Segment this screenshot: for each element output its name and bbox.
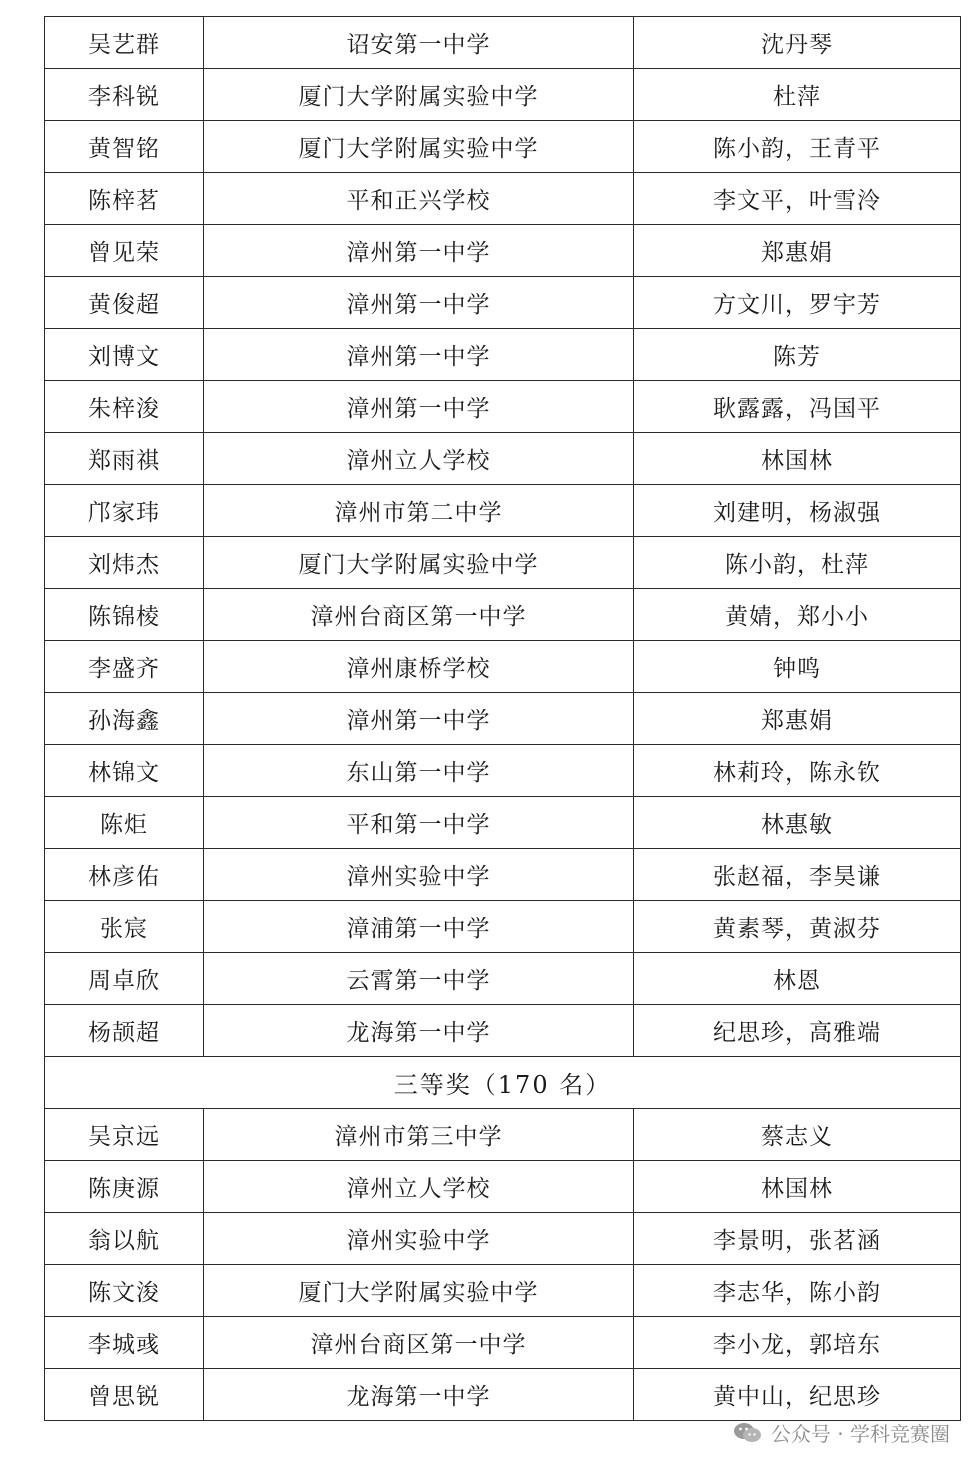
section-header-row [45, 1057, 961, 1109]
school-cell: 漳州市第三中学 [204, 1109, 634, 1161]
watermark-text: 公众号 · 学科竞赛圈 [770, 1422, 950, 1446]
teacher-cell: 陈小韵，杜萍 [634, 537, 961, 589]
teacher-cell: 李景明，张茗涵 [634, 1213, 961, 1265]
school-cell: 漳州第一中学 [204, 225, 634, 277]
table-row [45, 1005, 961, 1057]
table-row [45, 1369, 961, 1421]
school-cell: 漳州第一中学 [204, 693, 634, 745]
teacher-cell: 刘建明，杨淑强 [634, 485, 961, 537]
table-row [45, 537, 961, 589]
teacher-cell: 郑惠娟 [634, 693, 961, 745]
award-table-body-bottom [45, 1109, 961, 1421]
student-name-cell: 吴艺群 [45, 17, 204, 69]
table-row [45, 69, 961, 121]
table-row [45, 329, 961, 381]
student-name-cell: 郑雨祺 [45, 433, 204, 485]
table-row [45, 797, 961, 849]
teacher-cell: 蔡志义 [634, 1109, 961, 1161]
student-name-cell: 李科锐 [45, 69, 204, 121]
student-name-cell: 刘炜杰 [45, 537, 204, 589]
teacher-cell: 杜萍 [634, 69, 961, 121]
student-name-cell: 朱梓浚 [45, 381, 204, 433]
table-row [45, 433, 961, 485]
student-name-cell: 陈锦棱 [45, 589, 204, 641]
teacher-cell: 黄中山，纪思珍 [634, 1369, 961, 1421]
student-name-cell: 黄智铭 [45, 121, 204, 173]
school-cell: 漳州立人学校 [204, 433, 634, 485]
student-name-cell: 刘博文 [45, 329, 204, 381]
teacher-cell: 黄婧，郑小小 [634, 589, 961, 641]
award-table-container [44, 16, 960, 1421]
student-name-cell: 吴京远 [45, 1109, 204, 1161]
teacher-cell: 黄素琴，黄淑芬 [634, 901, 961, 953]
teacher-cell: 郑惠娟 [634, 225, 961, 277]
school-cell: 漳州立人学校 [204, 1161, 634, 1213]
school-cell: 平和第一中学 [204, 797, 634, 849]
teacher-cell: 林国林 [634, 1161, 961, 1213]
teacher-cell: 方文川，罗宇芳 [634, 277, 961, 329]
table-row [45, 485, 961, 537]
student-name-cell: 陈梓茗 [45, 173, 204, 225]
student-name-cell: 邝家玮 [45, 485, 204, 537]
table-row [45, 225, 961, 277]
student-name-cell: 孙海鑫 [45, 693, 204, 745]
student-name-cell: 黄俊超 [45, 277, 204, 329]
teacher-cell: 沈丹琴 [634, 17, 961, 69]
student-name-cell: 林彦佑 [45, 849, 204, 901]
table-row [45, 745, 961, 797]
school-cell: 漳浦第一中学 [204, 901, 634, 953]
teacher-cell: 陈小韵，王青平 [634, 121, 961, 173]
student-name-cell: 翁以航 [45, 1213, 204, 1265]
teacher-cell: 林莉玲，陈永钦 [634, 745, 961, 797]
student-name-cell: 曾思锐 [45, 1369, 204, 1421]
table-row [45, 693, 961, 745]
school-cell: 厦门大学附属实验中学 [204, 537, 634, 589]
student-name-cell: 杨颉超 [45, 1005, 204, 1057]
school-cell: 厦门大学附属实验中学 [204, 1265, 634, 1317]
school-cell: 漳州实验中学 [204, 1213, 634, 1265]
school-cell: 龙海第一中学 [204, 1005, 634, 1057]
school-cell: 平和正兴学校 [204, 173, 634, 225]
watermark [733, 1418, 950, 1447]
table-row [45, 901, 961, 953]
teacher-cell: 钟鸣 [634, 641, 961, 693]
teacher-cell: 林惠敏 [634, 797, 961, 849]
table-row [45, 1161, 961, 1213]
teacher-cell: 林恩 [634, 953, 961, 1005]
school-cell: 漳州第一中学 [204, 381, 634, 433]
school-cell: 东山第一中学 [204, 745, 634, 797]
table-row [45, 173, 961, 225]
teacher-cell: 纪思珍，高雅端 [634, 1005, 961, 1057]
student-name-cell: 陈庚源 [45, 1161, 204, 1213]
student-name-cell: 林锦文 [45, 745, 204, 797]
table-row [45, 641, 961, 693]
school-cell: 漳州台商区第一中学 [204, 1317, 634, 1369]
student-name-cell: 李盛齐 [45, 641, 204, 693]
table-row [45, 121, 961, 173]
teacher-cell: 耿露露，冯国平 [634, 381, 961, 433]
school-cell: 云霄第一中学 [204, 953, 634, 1005]
teacher-cell: 李志华，陈小韵 [634, 1265, 961, 1317]
teacher-cell: 李文平，叶雪泠 [634, 173, 961, 225]
school-cell: 厦门大学附属实验中学 [204, 69, 634, 121]
school-cell: 漳州市第二中学 [204, 485, 634, 537]
school-cell: 漳州第一中学 [204, 277, 634, 329]
school-cell: 漳州第一中学 [204, 329, 634, 381]
award-table-body-top [45, 17, 961, 1057]
section-title: 三等奖（170 名） [45, 1057, 961, 1109]
table-row [45, 849, 961, 901]
student-name-cell: 张宸 [45, 901, 204, 953]
student-name-cell: 陈文浚 [45, 1265, 204, 1317]
school-cell: 漳州康桥学校 [204, 641, 634, 693]
school-cell: 漳州实验中学 [204, 849, 634, 901]
student-name-cell: 陈炬 [45, 797, 204, 849]
table-row [45, 277, 961, 329]
table-row [45, 17, 961, 69]
school-cell: 漳州台商区第一中学 [204, 589, 634, 641]
wechat-icon [733, 1422, 763, 1444]
student-name-cell: 周卓欣 [45, 953, 204, 1005]
award-table [44, 16, 961, 1421]
teacher-cell: 陈芳 [634, 329, 961, 381]
teacher-cell: 张赵福，李昊谦 [634, 849, 961, 901]
table-row [45, 953, 961, 1005]
student-name-cell: 曾见荣 [45, 225, 204, 277]
student-name-cell: 李城彧 [45, 1317, 204, 1369]
school-cell: 厦门大学附属实验中学 [204, 121, 634, 173]
award-section [45, 1057, 961, 1109]
teacher-cell: 林国林 [634, 433, 961, 485]
table-row [45, 1317, 961, 1369]
table-row [45, 381, 961, 433]
teacher-cell: 李小龙，郭培东 [634, 1317, 961, 1369]
table-row [45, 1265, 961, 1317]
table-row [45, 1109, 961, 1161]
table-row [45, 589, 961, 641]
table-row [45, 1213, 961, 1265]
school-cell: 龙海第一中学 [204, 1369, 634, 1421]
school-cell: 诏安第一中学 [204, 17, 634, 69]
